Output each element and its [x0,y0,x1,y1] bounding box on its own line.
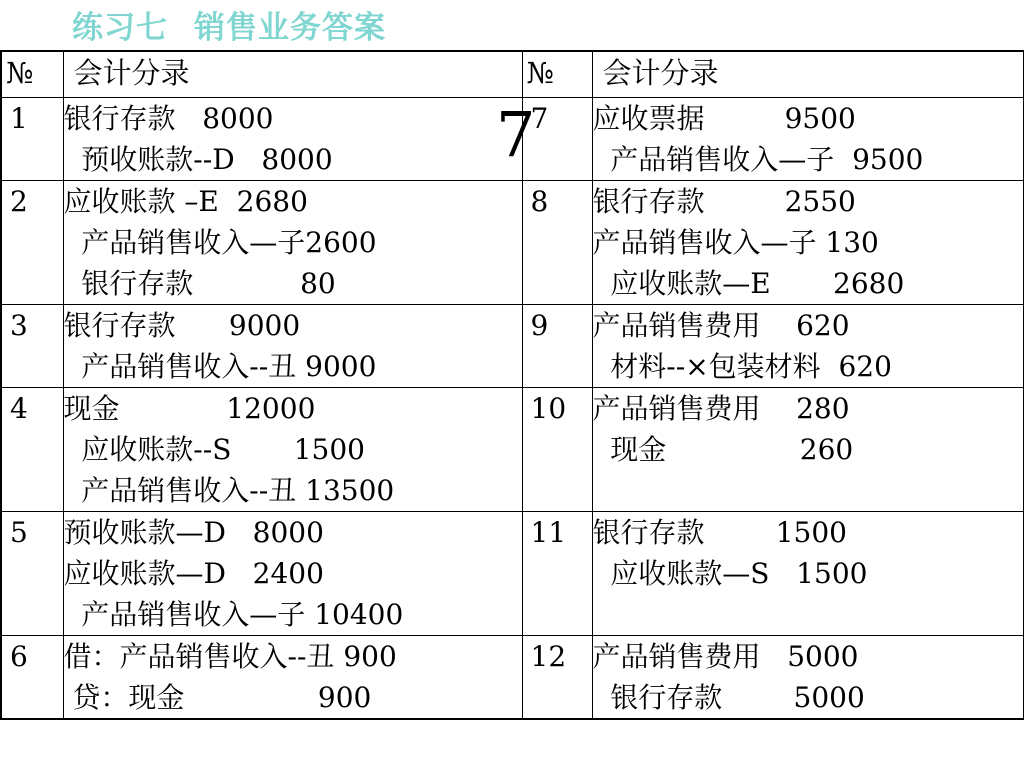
journal-entry-cell [592,388,1024,512]
journal-entry-line: 产品销售收入—子 130 [592,226,879,259]
journal-entry-line: 贷：现金 900 [63,681,372,714]
entry-number: 2 [10,185,28,218]
header-no-left: № [1,51,63,98]
journal-entry-line: 预收账款--D 8000 [63,143,333,176]
journal-entry-cell [592,98,1024,181]
journal-entry-line: 现金 12000 [63,392,316,425]
journal-entry-line: 银行存款 2550 [592,185,856,218]
table-body [1,98,1024,720]
entry-number: 3 [10,309,28,342]
entry-number-cell [1,305,63,388]
journal-entry-line: 银行存款 80 [63,267,336,300]
entry-number-cell [1,512,63,636]
journal-entry-cell [592,181,1024,305]
journal-entry-line: 产品销售费用 5000 [592,640,859,673]
entry-number-cell [522,305,592,388]
entry-number-cell [522,636,592,720]
journal-entry-cell [63,181,522,305]
journal-entry-cell [63,305,522,388]
entry-number: 4 [10,392,28,425]
journal-entry-line: 应收账款 –E 2680 [63,185,308,218]
journal-entry-line: 产品销售收入--丑 9000 [63,350,377,383]
journal-entry-line: 产品销售费用 280 [592,392,850,425]
journal-entry-line: 银行存款 1500 [592,516,847,549]
entry-number-cell [1,98,63,181]
entry-number: 9 [530,309,549,342]
title-part1: 练习七 [72,10,168,46]
journal-entry-line: 产品销售收入--丑 13500 [63,474,395,507]
journal-entry-cell [63,636,522,720]
entry-number: 10 [530,392,567,425]
entry-number-cell [522,512,592,636]
table-row [1,181,1024,305]
journal-entry-cell [592,636,1024,720]
overlay-number: 7 [496,98,536,171]
journal-entry-line: 产品销售收入—子2600 [63,226,377,259]
table-header-row [1,51,1024,98]
entry-number-cell [1,388,63,512]
entry-number: 8 [530,185,549,218]
entry-number: 11 [530,516,567,549]
slide-title [72,6,386,50]
journal-entry-cell [592,512,1024,636]
journal-entry-cell [592,305,1024,388]
journal-entry-line: 现金 260 [592,433,854,466]
entry-number: 1 [10,102,28,135]
journal-entry-line: 银行存款 8000 [63,102,274,135]
title-part2: 销售业务答案 [194,10,386,46]
table-row [1,305,1024,388]
table-row [1,512,1024,636]
journal-entry-line: 应收账款—S 1500 [592,557,868,590]
entry-number-cell [522,388,592,512]
journal-entry-cell [63,98,522,181]
header-no-right: № [522,51,592,98]
journal-entry-line: 产品销售费用 620 [592,309,850,342]
journal-entry-line: 应收票据 9500 [592,102,856,135]
journal-entry-line: 应收账款—E 2680 [592,267,905,300]
journal-entry-line: 银行存款 5000 [592,681,865,714]
entry-number-cell [1,636,63,720]
header-entry-right: 会计分录 [592,51,1024,98]
journal-entry-line: 应收账款--S 1500 [63,433,365,466]
journal-entry-cell [63,512,522,636]
journal-entry-cell [63,388,522,512]
entry-number-cell [1,181,63,305]
journal-entry-line: 银行存款 9000 [63,309,301,342]
entry-number: 12 [530,640,567,673]
journal-entry-line: 产品销售收入—子 10400 [63,598,404,631]
journal-entry-line: 产品销售收入—子 9500 [592,143,924,176]
journal-entry-line: 材料--×包装材料 620 [592,350,892,383]
table-row [1,388,1024,512]
journal-entry-line: 借：产品销售收入--丑 900 [63,640,397,673]
entry-number: 6 [10,640,28,673]
entry-number: 5 [10,516,28,549]
table-row [1,636,1024,720]
journal-entry-line: 应收账款—D 2400 [63,557,324,590]
journal-entry-line: 预收账款—D 8000 [63,516,324,549]
entry-number-cell [522,181,592,305]
header-entry-left: 会计分录 [63,51,522,98]
entry-number: 7 [530,102,549,135]
